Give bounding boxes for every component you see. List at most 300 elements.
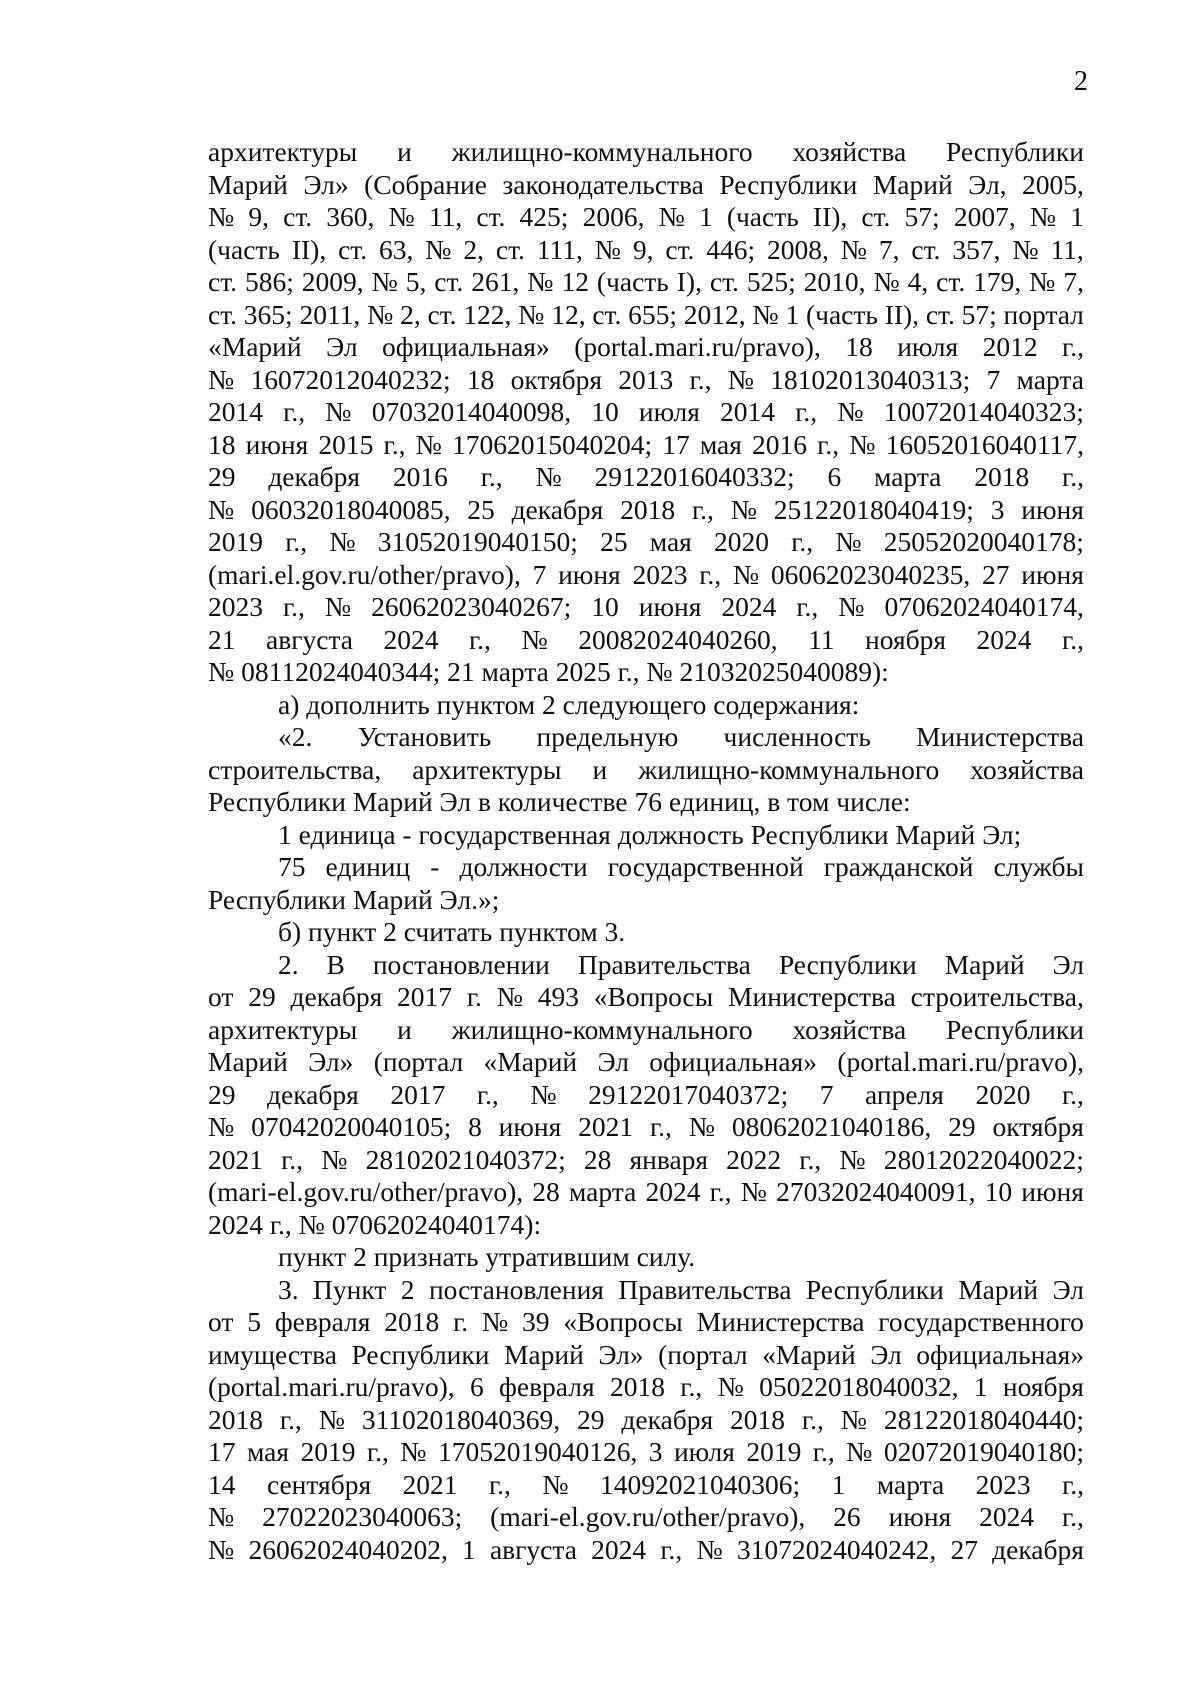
word: 2 xyxy=(400,1273,415,1305)
word: 2018 xyxy=(384,1306,440,1337)
word: (портал xyxy=(373,1046,464,1077)
word: (портал xyxy=(658,1338,748,1370)
text-line xyxy=(208,1046,1084,1079)
word: г., xyxy=(283,396,306,427)
document-body xyxy=(208,136,1084,1566)
word: г., xyxy=(812,1436,835,1467)
word: 2017 xyxy=(390,1078,446,1110)
text-line xyxy=(208,1176,1084,1209)
word: 4, xyxy=(907,266,929,297)
word: Установить xyxy=(357,721,492,752)
word: от xyxy=(208,1306,234,1337)
word: ст. xyxy=(925,298,955,330)
word: (portal.mari.ru/pravo), xyxy=(837,1046,1084,1077)
word: № xyxy=(1012,233,1039,265)
text-line xyxy=(208,1404,1084,1437)
word: 586; xyxy=(244,266,294,297)
word: № xyxy=(208,363,235,395)
word: архитектуры xyxy=(412,753,562,785)
word: № xyxy=(400,1436,427,1467)
word: 2021 xyxy=(402,1468,458,1500)
word: октября xyxy=(510,363,603,395)
word: 2018 xyxy=(730,1403,786,1435)
text-line xyxy=(208,949,1084,982)
word: г., xyxy=(1062,623,1084,655)
word: 10 xyxy=(984,1176,1013,1207)
word: 06062023040235, xyxy=(770,558,971,590)
word: 27 xyxy=(982,558,1010,590)
word: численность xyxy=(723,721,871,752)
word: г., xyxy=(480,461,503,492)
text-line xyxy=(208,721,1084,754)
word: Правительства xyxy=(577,948,751,980)
word: 525; xyxy=(746,266,796,297)
word: государственной xyxy=(607,851,804,882)
text-line xyxy=(208,234,1084,267)
text-line xyxy=(208,624,1084,657)
word: строительства, xyxy=(208,753,382,785)
word: жилищно-коммунального xyxy=(638,753,940,785)
word: 2017 xyxy=(397,981,453,1012)
text-line xyxy=(208,1306,1084,1339)
word: июня xyxy=(558,558,621,590)
word: г., xyxy=(689,363,712,395)
word: 29 xyxy=(577,1403,605,1435)
word: официальная» xyxy=(381,331,550,362)
word: Республики xyxy=(946,136,1084,167)
word: № xyxy=(840,1403,867,1435)
word: ст. xyxy=(427,298,457,330)
text-line: б) пункт 2 считать пунктом 3. xyxy=(278,916,626,947)
text-line xyxy=(208,1339,1084,1372)
word: № xyxy=(371,266,398,297)
word: 5 xyxy=(247,1306,261,1337)
word: г., xyxy=(281,1143,304,1175)
word: 7 xyxy=(532,558,547,590)
word: июня xyxy=(1021,1176,1084,1207)
word: Республики xyxy=(719,168,858,200)
text-line xyxy=(208,1469,1084,1502)
word: 2019 xyxy=(208,526,263,557)
word: ст. xyxy=(434,266,464,297)
word: № xyxy=(840,233,868,265)
word: 2018 xyxy=(609,1371,665,1402)
word: 2023 xyxy=(632,558,688,590)
word: II), xyxy=(884,298,920,330)
word: ноября xyxy=(865,623,947,655)
word: 10 xyxy=(591,591,619,622)
word: 7, xyxy=(878,233,900,265)
word: № xyxy=(730,493,757,525)
word: № xyxy=(530,1078,557,1110)
word: ст. xyxy=(911,233,941,265)
word: № xyxy=(658,201,685,232)
word: Эл» xyxy=(303,168,349,200)
word: (mari-el.gov.ru/other/pravo), xyxy=(490,1501,806,1532)
word: 57; xyxy=(961,298,997,330)
word: 26062023040267; xyxy=(371,591,572,622)
word: 2012 xyxy=(982,331,1038,362)
word: № xyxy=(208,1533,235,1565)
word: августа xyxy=(489,1533,577,1565)
word: хозяйства xyxy=(792,136,907,167)
word: г., xyxy=(279,1403,302,1435)
word: Марий xyxy=(208,1046,288,1077)
word: В xyxy=(326,948,345,980)
word: 25052020040178; xyxy=(883,526,1084,557)
word: № xyxy=(727,363,754,395)
word: 16052016040117, xyxy=(885,428,1084,460)
word: 2014 xyxy=(720,396,776,427)
word: II), xyxy=(812,201,848,232)
word: 31072024040242, xyxy=(736,1533,937,1565)
word: 31102018040369, xyxy=(361,1403,561,1435)
word: июля xyxy=(673,1436,735,1467)
word: 1 xyxy=(462,1533,476,1565)
word: постановлении xyxy=(372,948,550,980)
word: 12 xyxy=(561,266,589,297)
text-line xyxy=(208,461,1084,494)
word: ст. xyxy=(338,233,368,265)
word: 75 xyxy=(278,851,306,882)
word: 10072014040323; xyxy=(883,396,1084,427)
page-number: 2 xyxy=(1074,66,1088,97)
word: № xyxy=(594,233,621,265)
word: № xyxy=(321,1143,348,1175)
word: г., xyxy=(817,428,840,460)
word: 655; xyxy=(628,298,678,330)
word: Эл» xyxy=(308,1046,354,1077)
word: и xyxy=(397,1013,412,1045)
word: ст. xyxy=(208,266,238,297)
word: Марий xyxy=(944,948,1025,980)
word: 2007, xyxy=(953,201,1016,232)
word: 25 xyxy=(600,526,628,557)
word: 2012, xyxy=(683,298,746,330)
word: от xyxy=(208,981,234,1012)
text-line: Республики Марий Эл в количестве 76 единиц, в том числе: xyxy=(208,786,911,817)
text-line xyxy=(208,201,1084,234)
word: Марий xyxy=(208,168,288,200)
word: 07032014040098, xyxy=(371,396,572,427)
word: должности xyxy=(459,851,588,882)
word: Эл, xyxy=(968,168,1007,200)
word: Марий xyxy=(958,1273,1039,1305)
word: 17 xyxy=(208,1436,236,1467)
word: ст. xyxy=(709,266,739,297)
word: № xyxy=(849,428,876,460)
word: «Марий xyxy=(762,1338,856,1370)
word: 2016 xyxy=(752,428,808,460)
word: 29 xyxy=(208,461,236,492)
word: строительства, xyxy=(910,981,1084,1012)
word: 39 xyxy=(522,1306,550,1337)
text-line xyxy=(208,364,1084,397)
word: г., xyxy=(1062,1078,1084,1110)
word: № xyxy=(535,461,562,492)
word: 12, xyxy=(551,298,586,330)
word: 11, xyxy=(428,201,463,232)
word: 27022023040063; xyxy=(262,1501,463,1532)
word: службы xyxy=(993,851,1084,882)
word: июня xyxy=(888,1501,952,1532)
word: «Марий xyxy=(483,1046,578,1077)
word: 10 xyxy=(591,396,619,427)
word: Пункт xyxy=(313,1273,387,1305)
word: 2024 xyxy=(976,623,1032,655)
word: (часть xyxy=(805,298,878,330)
word: Марий xyxy=(503,1338,584,1370)
text-line xyxy=(208,136,1084,169)
text-line xyxy=(208,981,1084,1014)
word: 21 xyxy=(208,623,236,655)
word: № xyxy=(521,623,548,655)
word: ст. xyxy=(283,201,313,232)
word: 29122016040332; xyxy=(594,461,795,492)
word: № xyxy=(846,1436,873,1467)
word: хозяйства xyxy=(970,753,1084,785)
word: государственного xyxy=(878,1306,1084,1337)
word: 57; xyxy=(904,201,940,232)
text-line xyxy=(208,299,1084,332)
word: 17062015040204; xyxy=(451,428,653,460)
word: жилищно-коммунального xyxy=(451,136,753,167)
text-line xyxy=(208,559,1084,592)
word: г., xyxy=(469,623,491,655)
word: № xyxy=(732,558,760,590)
word: г., xyxy=(1062,461,1084,492)
word: г., xyxy=(285,526,308,557)
word: № xyxy=(208,493,235,525)
word: г., xyxy=(660,1533,683,1565)
word: Эл xyxy=(1052,948,1084,980)
word: 425; xyxy=(519,201,569,232)
word: октября xyxy=(992,1111,1084,1142)
word: 25122018040419; xyxy=(773,493,974,525)
text-line xyxy=(208,429,1084,462)
text-line xyxy=(208,266,1084,299)
word: - xyxy=(430,851,440,882)
word: 1 xyxy=(698,201,713,232)
word: (portal.mari.ru/pravo), xyxy=(574,331,821,362)
word: марта xyxy=(876,1468,945,1500)
word: 360, xyxy=(326,201,375,232)
word: 2018 xyxy=(208,1403,263,1435)
word: 18 xyxy=(208,428,236,460)
word: 9, xyxy=(632,233,654,265)
word: Эл xyxy=(1052,1273,1084,1305)
word: 27 xyxy=(950,1533,978,1565)
word: Министерства xyxy=(728,981,896,1012)
word: Эл xyxy=(326,331,358,362)
word: Правительства xyxy=(618,1273,792,1305)
word: 6 xyxy=(469,1371,484,1402)
word: 14092021040306; xyxy=(600,1468,801,1500)
word: 261, xyxy=(471,266,520,297)
word: 2024 xyxy=(383,623,439,655)
word: Министерства xyxy=(916,721,1084,752)
word: № xyxy=(1029,201,1057,232)
word: г., xyxy=(796,591,819,622)
word: 365; xyxy=(243,298,293,330)
word: № xyxy=(835,526,862,557)
word: 08062021040186, xyxy=(731,1111,932,1142)
word: 11, xyxy=(1050,233,1084,265)
word: января xyxy=(629,1143,709,1175)
word: 2. xyxy=(278,948,299,980)
word: 2020 xyxy=(975,1078,1031,1110)
word: № xyxy=(329,526,356,557)
word: 2008, xyxy=(767,233,829,265)
word: 2019 xyxy=(746,1436,802,1467)
word: 7, xyxy=(1063,266,1084,297)
word: № xyxy=(324,591,352,622)
text-line xyxy=(208,1501,1084,1534)
word: 2023 xyxy=(208,591,263,622)
word: 446; xyxy=(706,233,756,265)
text-line xyxy=(208,1144,1084,1177)
word: 2024 xyxy=(645,1176,701,1207)
text-line: № 08112024040344; 21 марта 2025 г., № 21032025040089): xyxy=(208,656,889,687)
text-line: пункт 2 признать утратившим силу. xyxy=(278,1241,696,1272)
word: ст. xyxy=(936,266,966,297)
word: марта xyxy=(874,461,942,492)
word: июня xyxy=(245,428,309,460)
word: 02072019040180; xyxy=(883,1436,1084,1467)
word: Марий xyxy=(872,168,953,200)
word: II), xyxy=(291,233,327,265)
word: 31052019040150; xyxy=(377,526,578,557)
word: хозяйства xyxy=(792,1013,907,1045)
word: и xyxy=(397,136,412,167)
word: № xyxy=(740,1176,767,1207)
word: (часть xyxy=(596,266,669,297)
word: 2009, xyxy=(301,266,364,297)
word: г., xyxy=(801,1403,824,1435)
word: 17 xyxy=(662,428,690,460)
word: № xyxy=(208,1111,235,1142)
word: 2018 xyxy=(974,461,1030,492)
word: архитектуры xyxy=(208,136,358,167)
word: 28122018040440; xyxy=(883,1403,1084,1435)
word: № xyxy=(752,298,779,330)
word: № xyxy=(837,396,864,427)
word: 122, xyxy=(463,298,512,330)
word: (portal.mari.ru/pravo), xyxy=(208,1371,455,1402)
word: 2005, xyxy=(1022,168,1084,200)
text-line xyxy=(208,754,1084,787)
word: 2019 xyxy=(300,1436,356,1467)
word: № xyxy=(496,981,523,1012)
word: Республики xyxy=(946,1013,1084,1045)
word: 6 xyxy=(827,461,842,492)
text-line: Республики Марий Эл.»; xyxy=(208,883,500,915)
word: 2022 xyxy=(726,1143,782,1175)
word: 2024 xyxy=(979,1501,1035,1532)
word: № xyxy=(1029,266,1056,297)
word: 11 xyxy=(808,623,835,655)
word: марта xyxy=(568,1176,637,1207)
word: 2015 xyxy=(318,428,374,460)
word: 1 xyxy=(973,1371,988,1402)
word: 26062024040202, xyxy=(248,1533,448,1565)
word: «2. xyxy=(278,721,313,752)
word: № xyxy=(839,1143,866,1175)
word: г., xyxy=(383,428,406,460)
word: г., xyxy=(691,493,714,525)
word: 179, xyxy=(973,266,1022,297)
text-line: а) дополнить пунктом 2 следующего содержания: xyxy=(278,688,860,720)
word: ст. xyxy=(861,201,891,232)
word: декабря xyxy=(268,461,361,492)
word: 18 xyxy=(466,363,495,395)
word: г., xyxy=(680,1371,703,1402)
word: № xyxy=(481,1306,509,1337)
word: № xyxy=(208,201,235,232)
word: 29 xyxy=(948,1111,976,1142)
word: августа xyxy=(266,623,353,655)
word: июня xyxy=(638,591,702,622)
word: г., xyxy=(795,396,818,427)
word: архитектуры xyxy=(208,1013,358,1045)
word: № xyxy=(367,298,394,330)
word: Эл xyxy=(597,1046,629,1077)
word: Республики xyxy=(778,948,917,980)
word: 3 xyxy=(648,1436,663,1467)
word: 06032018040085, xyxy=(251,493,451,525)
word: 5, xyxy=(405,266,427,297)
word: г., xyxy=(1061,1501,1084,1532)
word: 26 xyxy=(833,1501,861,1532)
word: декабря xyxy=(290,981,383,1012)
word: июня xyxy=(1021,493,1084,525)
word: (Собрание xyxy=(364,168,487,200)
word: г., xyxy=(650,1111,672,1142)
word: 27032024040091, xyxy=(776,1176,976,1207)
word: 2010, xyxy=(803,266,866,297)
word: 20082024040260, xyxy=(578,623,778,655)
word: 7 xyxy=(986,363,1001,395)
word: 2011, xyxy=(299,298,361,330)
word: 1 xyxy=(1070,201,1084,232)
word: 28012022040022; xyxy=(883,1143,1084,1175)
word: 16072012040232; xyxy=(250,363,451,395)
word: 1 xyxy=(785,298,800,330)
word: г., xyxy=(1062,1468,1084,1500)
word: 07062024040174, xyxy=(884,591,1084,622)
word: 29122017040372; xyxy=(588,1078,789,1110)
word: официальная» xyxy=(916,1338,1084,1370)
word: 2006, xyxy=(582,201,645,232)
word: ст. xyxy=(495,233,525,265)
word: декабря xyxy=(621,1403,714,1435)
word: 7 xyxy=(819,1078,834,1110)
word: 18 xyxy=(845,331,873,362)
word: 8 xyxy=(468,1111,482,1142)
word: 1 xyxy=(831,1468,846,1500)
word: г. xyxy=(466,981,482,1012)
word: мая xyxy=(699,428,742,460)
word: постановления xyxy=(428,1273,604,1305)
word: 2018 xyxy=(620,493,676,525)
word: № xyxy=(318,1403,345,1435)
word: 29 xyxy=(208,1078,236,1110)
word: ст. xyxy=(592,298,622,330)
word: ст. xyxy=(665,233,695,265)
word: Министерства xyxy=(696,1306,865,1337)
word: июня xyxy=(498,1111,562,1142)
word: № xyxy=(688,1111,716,1142)
